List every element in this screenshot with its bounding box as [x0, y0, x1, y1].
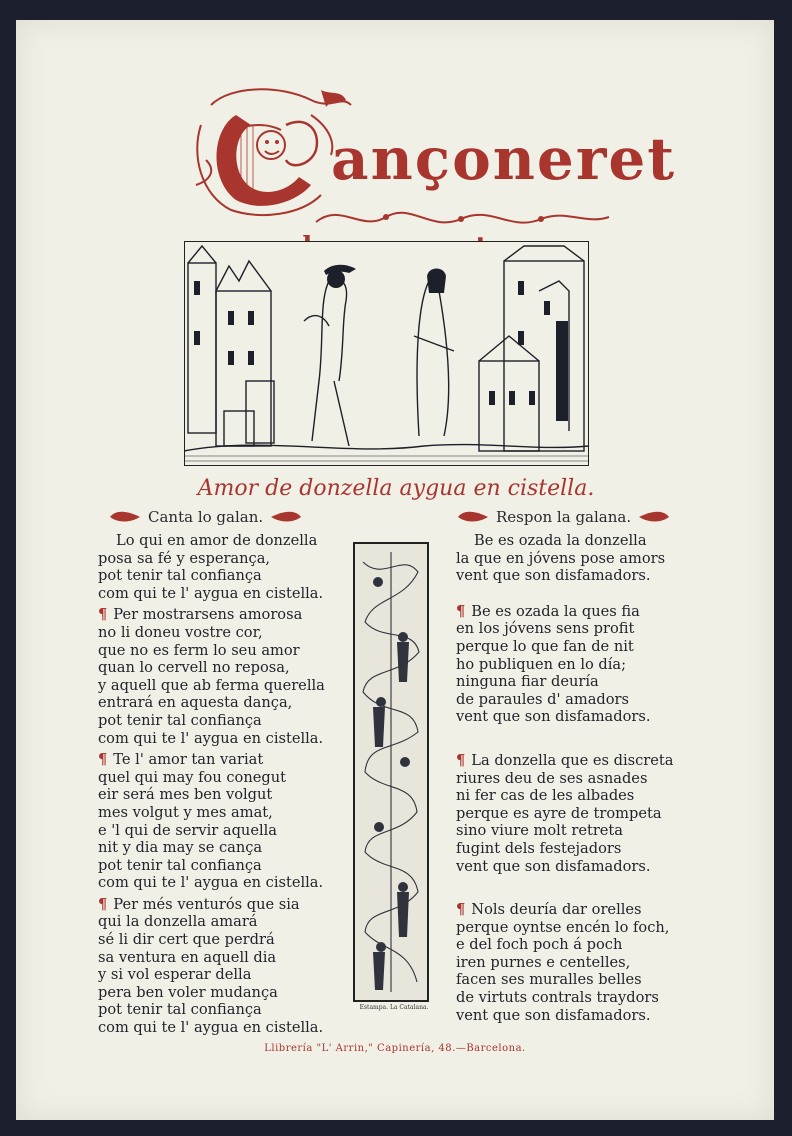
printer-imprint: Llibrería "L' Arrin," Capinería, 48.—Barcelona.: [264, 1043, 526, 1054]
verse-line: quel qui may fou conegut: [98, 768, 286, 786]
verse-line: fugint dels festejadors: [456, 839, 622, 857]
stanza: [456, 603, 706, 726]
verse-line: pot tenir tal confiança: [98, 711, 262, 729]
pilcrow-icon: ¶: [456, 901, 466, 919]
verse-text: Per mostrarsens amorosa: [113, 606, 303, 624]
broadside-sheet: [16, 20, 774, 1120]
verse-line: posa sa fé y esperança,: [98, 549, 271, 567]
verse-line: de virtuts contrals traydors: [456, 989, 659, 1007]
verse-line: ho publiquen en lo día;: [456, 655, 627, 673]
verse-line: qui la donzella amará: [98, 913, 258, 931]
stanza: [98, 532, 348, 602]
verse-line: en los jóvens sens profit: [456, 620, 635, 638]
verse-line: com qui te l' aygua en cistella.: [98, 584, 324, 602]
verse-line: e 'l qui de servir aquella: [98, 821, 278, 839]
verse-line: [98, 896, 348, 914]
verse-line: vent que son disfamadors.: [456, 1006, 651, 1024]
right-column-header: [456, 508, 671, 526]
stanza: [456, 532, 706, 585]
leaf-ornament-icon: [108, 509, 142, 525]
verse-line: no li doneu vostre cor,: [98, 623, 263, 641]
verse-line: riures deu de ses asnades: [456, 769, 648, 787]
verse-line: perque es ayre de trompeta: [456, 804, 662, 822]
pilcrow-icon: ¶: [456, 602, 466, 620]
verse-line: [456, 752, 706, 770]
verse-line: ni fer cas de les albades: [456, 787, 635, 805]
title-flourish: [311, 197, 611, 237]
woodcut-couple-illustration: [184, 241, 589, 466]
verse-text: Be es ozada la ques fia: [471, 602, 640, 620]
verse-line: com qui te l' aygua en cistella.: [98, 729, 324, 747]
verse-line: pot tenir tal confiança: [98, 1001, 262, 1019]
verse-line: que no es ferm lo seu amor: [98, 641, 300, 659]
verse-line: [456, 901, 706, 919]
verse-line: iren purnes e centelles,: [456, 953, 631, 971]
woodcut-border-panel: [353, 542, 429, 1002]
verse-line: com qui te l' aygua en cistella.: [98, 874, 324, 892]
verse-line: Be es ozada la donzella: [474, 532, 647, 549]
leaf-ornament-icon: [269, 509, 303, 525]
pilcrow-icon: ¶: [98, 751, 108, 769]
verse-line: Lo qui en amor de donzella: [116, 532, 318, 549]
stanza: [456, 752, 706, 875]
verse-text: Per més venturós que sia: [113, 895, 300, 913]
verse-line: pera ben voler mudança: [98, 983, 278, 1001]
pilcrow-icon: ¶: [98, 606, 108, 624]
verse-line: entrará en aquesta dança,: [98, 694, 293, 712]
title: ançoneret: [331, 125, 677, 193]
verse-line: e del foch poch á poch: [456, 936, 623, 954]
verse-line: de paraules d' amadors: [456, 690, 629, 708]
left-poem-column: [98, 532, 348, 1041]
left-column-header: [108, 508, 303, 526]
verse-line: sino viure molt retreta: [456, 822, 623, 840]
stanza: [98, 896, 348, 1037]
verse-line: la que en jóvens pose amors: [456, 549, 666, 567]
verse-line: eir será mes ben volgut: [98, 786, 273, 804]
stanza: [98, 606, 348, 747]
verse-line: pot tenir tal confiança: [98, 567, 262, 585]
leaf-ornament-icon: [456, 509, 490, 525]
right-header-text: Respon la galana.: [496, 508, 632, 526]
stanza: [456, 901, 706, 1024]
verse-line: y aquell que ab ferma querella: [98, 676, 325, 694]
verse-line: perque oyntse encén lo foch,: [456, 918, 670, 936]
poem-heading: Amor de donzella aygua en cistella.: [197, 476, 595, 501]
verse-line: y si vol esperar della: [98, 966, 252, 984]
verse-line: com qui te l' aygua en cistella.: [98, 1019, 324, 1037]
verse-line: vent que son disfamadors.: [456, 857, 651, 875]
verse-line: sé li dir cert que perdrá: [98, 931, 275, 949]
verse-line: pot tenir tal confiança: [98, 856, 262, 874]
verse-line: [456, 603, 706, 621]
left-header-text: Canta lo galan.: [148, 508, 264, 526]
pilcrow-icon: ¶: [456, 751, 466, 769]
right-poem-column: [456, 532, 706, 1028]
verse-line: ninguna fiar deuría: [456, 673, 599, 691]
verse-text: Te l' amor tan variat: [113, 751, 264, 769]
verse-line: perque lo que fan de nit: [456, 637, 634, 655]
verse-line: vent que son disfamadors.: [456, 708, 651, 726]
stanza: [98, 751, 348, 892]
verse-text: La donzella que es discreta: [471, 751, 674, 769]
verse-line: sa ventura en aquell dia: [98, 948, 277, 966]
verse-line: vent que son disfamadors.: [456, 567, 651, 585]
verse-line: quan lo cervell no reposa,: [98, 659, 290, 677]
verse-line: [98, 751, 348, 769]
leaf-ornament-icon: [637, 509, 671, 525]
pilcrow-icon: ¶: [98, 895, 108, 913]
verse-line: mes volgut y mes amat,: [98, 803, 273, 821]
verse-line: facen ses muralles belles: [456, 971, 642, 989]
verse-line: [98, 606, 348, 624]
panel-caption: Estampa. La Catalana.: [359, 1004, 429, 1011]
verse-line: nit y dia may se cança: [98, 839, 263, 857]
verse-text: Nols deuría dar orelles: [471, 901, 642, 919]
